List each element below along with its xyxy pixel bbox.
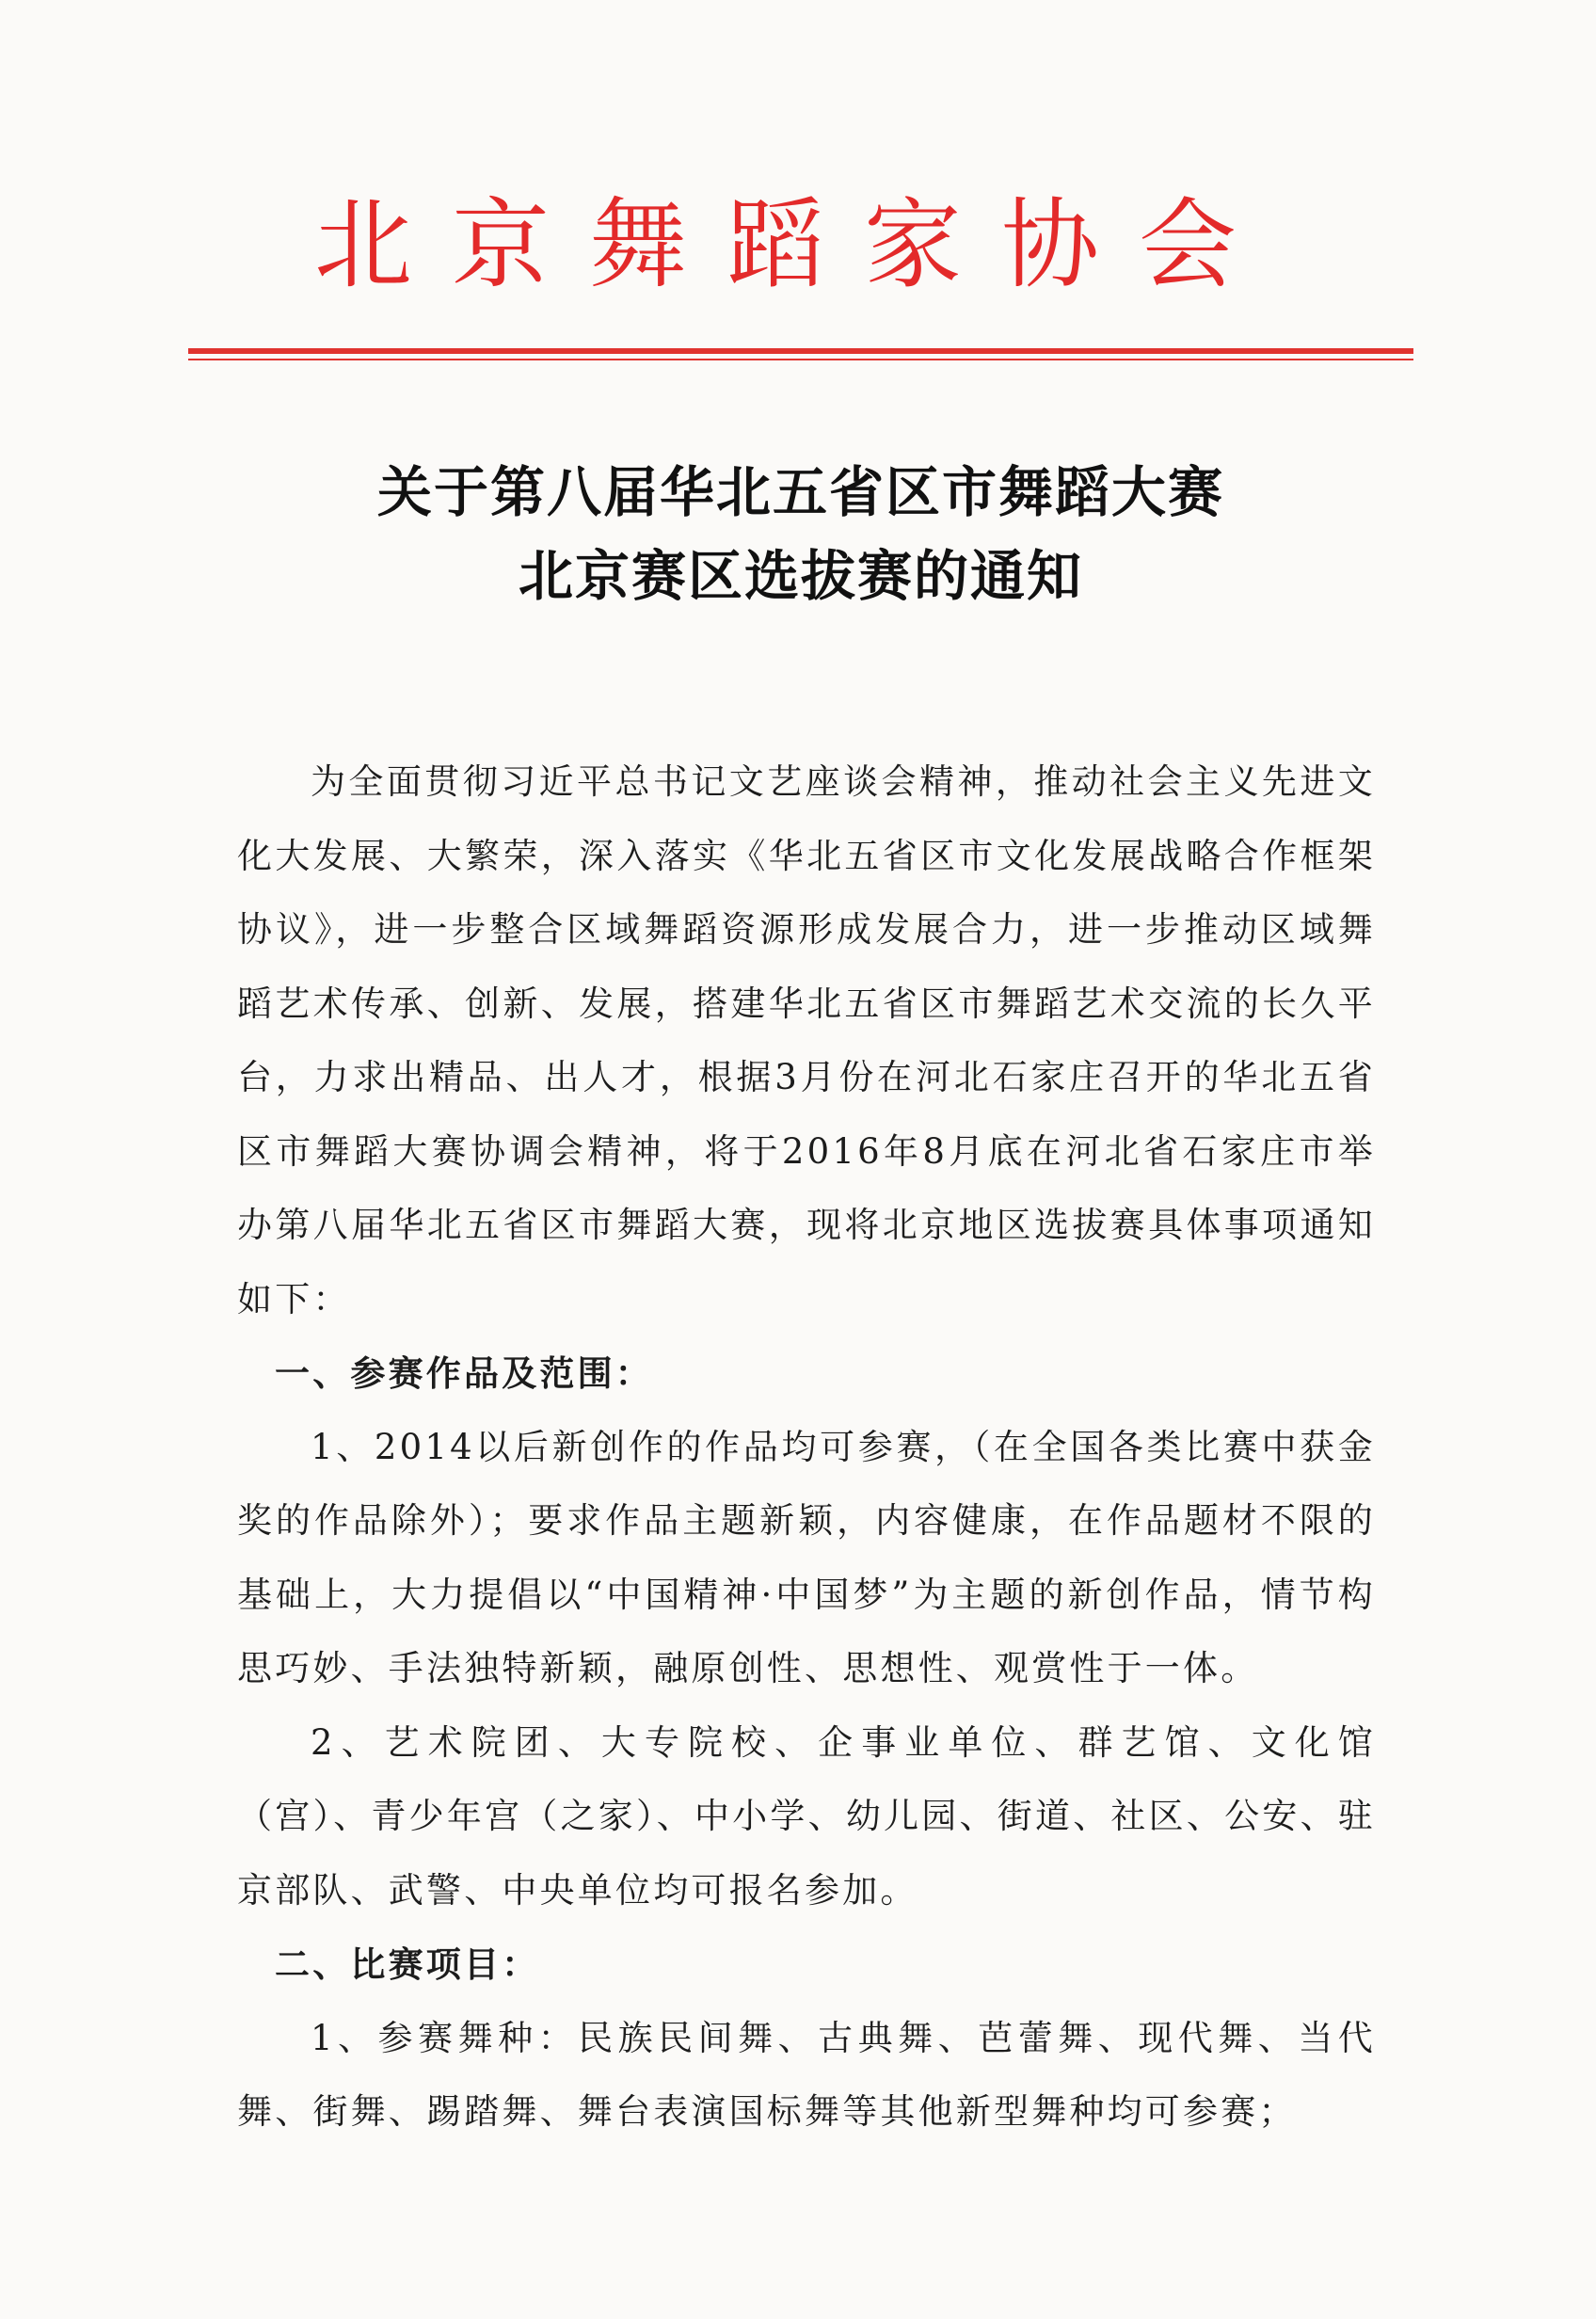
masthead-rule-thick bbox=[188, 348, 1413, 354]
section-1-item-2: 2、艺术院团、大专院校、企事业单位、群艺馆、文化馆（宫）、青少年宫（之家）、中小学、幼儿园、街道、社区、公安、驻京部队、武警、中央单位均可报名参加。 bbox=[237, 1721, 1376, 1911]
notice-body bbox=[237, 745, 1376, 2150]
notice-title-line-2: 北京赛区选拔赛的通知 bbox=[518, 544, 1083, 608]
section-2-item-1: 1、参赛舞种：民族民间舞、古典舞、芭蕾舞、现代舞、当代舞、街舞、踢踏舞、舞台表演国标舞等其他新型舞种均可参赛； bbox=[237, 2017, 1376, 2132]
notice-title-line-1: 关于第八届华北五省区市舞蹈大赛 bbox=[376, 460, 1224, 524]
intro-paragraph: 为全面贯彻习近平总书记文艺座谈会精神，推动社会主义先进文化大发展、大繁荣，深入落实《华北五省区市文化发展战略合作框架协议》，进一步整合区域舞蹈资源形成发展合力，进一步推动区域舞蹈艺术传承、创新、发展，搭建华北五省区市舞蹈艺术交流的长久平台，力求出精品、出人才，根据3月份在河北石家庄召开的华北五省区市舞蹈大赛协调会精神，将于2016年8月底在河北省石家庄市举办第八届华北五省区市舞蹈大赛，现将北京地区选拔赛具体事项通知如下： bbox=[237, 761, 1376, 1319]
section-2-heading: 二、比赛项目： bbox=[275, 1943, 540, 1985]
section-1-item-1: 1、2014以后新创作的作品均可参赛，（在全国各类比赛中获金奖的作品除外）；要求作品主题新颖，内容健康，在作品题材不限的基础上，大力提倡以“中国精神·中国梦”为主题的新创作品，情节构思巧妙、手法独特新颖，融原创性、思想性、观赏性于一体。 bbox=[237, 1426, 1376, 1688]
masthead-org-name: 北京舞蹈家协会 bbox=[313, 187, 1276, 302]
section-1-heading: 一、参赛作品及范围： bbox=[275, 1352, 653, 1394]
masthead-rule-thin bbox=[188, 359, 1413, 360]
